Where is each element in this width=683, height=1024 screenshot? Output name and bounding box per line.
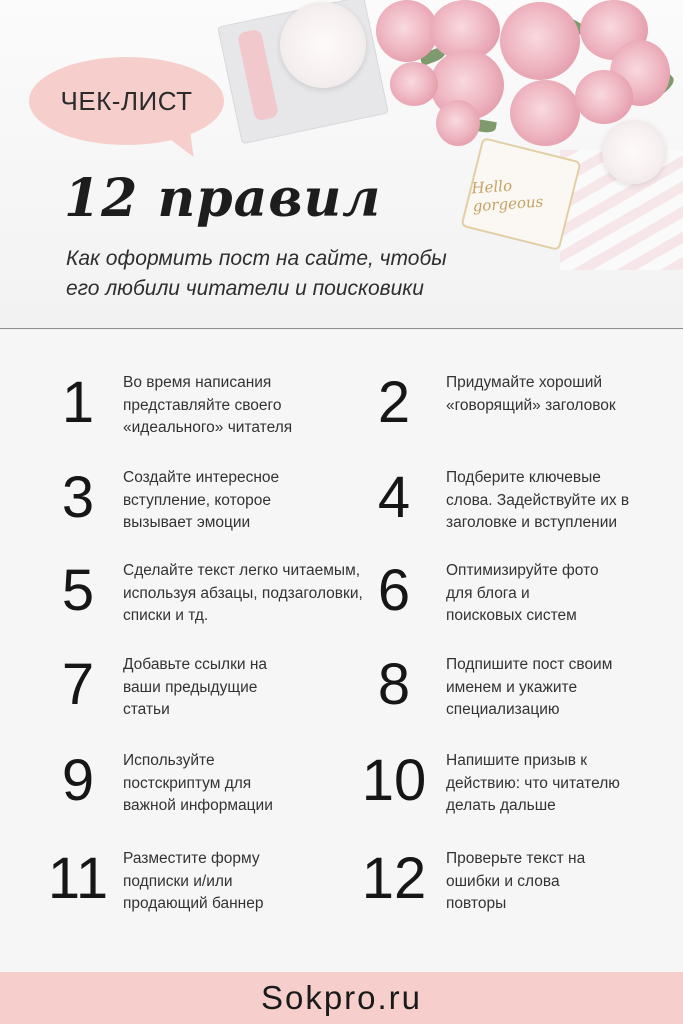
- rule-item-1: [0, 360, 330, 450]
- rule-text: Создайте интересное вступление, которое вызывает эмоции: [123, 469, 280, 531]
- rule-item-11: [0, 836, 330, 926]
- header-divider: [0, 328, 683, 329]
- rule-text: Придумайте хороший «говорящий» заголовок: [446, 374, 616, 414]
- rule-item-10: [344, 738, 674, 828]
- rule-number: 10: [361, 748, 427, 813]
- rule-number: 9: [61, 748, 95, 813]
- rule-text: Подпишите пост своим именем и укажите специализацию: [446, 656, 613, 718]
- rule-item-7: [0, 642, 330, 732]
- rule-number: 2: [377, 370, 411, 435]
- rule-item-5: [0, 548, 363, 638]
- rule-number: 1: [61, 370, 95, 435]
- rule-item-9: [0, 738, 330, 828]
- rule-text: Добавьте ссылки на ваши предыдущие статьи: [123, 656, 267, 718]
- rule-item-2: [344, 360, 674, 450]
- rule-number: 11: [47, 846, 109, 911]
- rule-text: Разместите форму подписки и/или продающий баннер: [123, 850, 264, 912]
- rule-number: 5: [61, 558, 95, 623]
- rule-text: Напишите призыв к действию: что читателю делать дальше: [446, 752, 620, 814]
- rule-text: Проверьте текст на ошибки и слова повторы: [446, 850, 586, 912]
- candle-decoration: [280, 2, 366, 88]
- page-subtitle: [66, 244, 526, 304]
- rule-number: 8: [377, 652, 411, 717]
- rule-number: 4: [377, 465, 411, 530]
- page-title: 12 правил: [64, 168, 382, 229]
- site-url[interactable]: Sokpro.ru: [260, 979, 423, 1016]
- rule-text: Сделайте текст легко читаемым, используя абзацы, подзаголовки, списки и тд.: [123, 562, 363, 624]
- small-candle-decoration: [602, 120, 666, 184]
- rule-item-4: [344, 455, 674, 545]
- rule-item-12: [344, 836, 674, 926]
- rule-text: Подберите ключевые слова. Задействуйте их в заголовке и вступлении: [446, 469, 630, 531]
- rule-text: Оптимизируйте фото для блога и поисковых систем: [446, 562, 599, 624]
- rule-number: 7: [61, 652, 95, 717]
- rule-number: 12: [361, 846, 427, 911]
- rule-item-6: [344, 548, 674, 638]
- tray-lettering: Hello gorgeous: [470, 176, 544, 216]
- rule-text: Используйте постскриптум для важной информации: [123, 752, 273, 814]
- checklist-badge: [29, 57, 224, 145]
- rule-number: 6: [377, 558, 411, 623]
- footer-banner: [0, 972, 683, 1024]
- rule-item-8: [344, 642, 674, 732]
- rule-number: 3: [61, 465, 95, 530]
- subtitle-line-2: его любили читатели и поисковики: [66, 277, 424, 300]
- subtitle-line-1: Как оформить пост на сайте, чтобы: [66, 247, 447, 270]
- badge-label: ЧЕК-ЛИСТ: [60, 85, 193, 116]
- rule-item-3: [0, 455, 330, 545]
- rule-text: Во время написания представляйте своего «идеального» читателя: [123, 374, 293, 436]
